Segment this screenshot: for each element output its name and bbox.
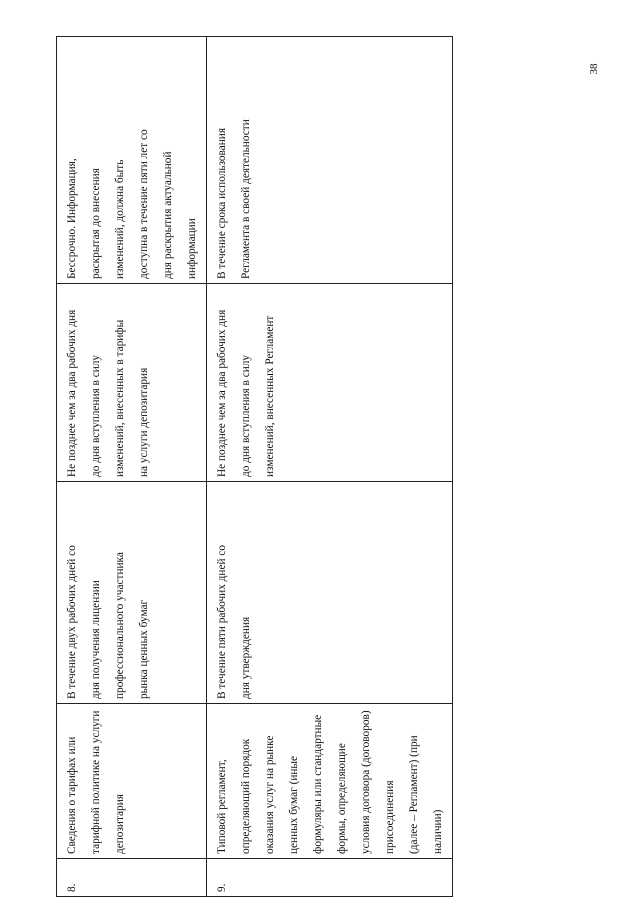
table-row bbox=[207, 37, 453, 897]
rotated-table-frame bbox=[56, 37, 444, 897]
retention-term-cell: Бессрочно. Информация, раскрытая до внесения изменений, должна быть доступна в течение пяти лет со дня раскрытия актуальной информации bbox=[57, 37, 207, 284]
change-deadline-cell: Не позднее чем за два рабочих дня до дня вступления в силу изменений, внесенных Регламент bbox=[207, 284, 453, 482]
page-number: 38 bbox=[588, 63, 600, 75]
change-deadline-cell: Не позднее чем за два рабочих дня до дня вступления в силу изменений, внесенных в тарифы на услуги депозитария bbox=[57, 284, 207, 482]
disclosure-table bbox=[56, 36, 453, 897]
info-name-cell: Сведения о тарифах или тарифной политике на услуги депозитария bbox=[57, 704, 207, 859]
retention-term-cell: В течение срока использования Регламента в своей деятельности bbox=[207, 37, 453, 284]
table-row bbox=[57, 37, 207, 897]
row-number-cell: 9. bbox=[207, 859, 453, 897]
disclosure-deadline-cell: В течение двух рабочих дней со дня получения лицензии профессионального участника рынка ценных бумаг bbox=[57, 482, 207, 704]
info-name-cell: Типовой регламент, определяющий порядок оказания услуг на рынке ценных бумаг (иные формуляры или стандартные формы, определяющие условия договора (договоров) присоединения (далее – Регламент) (при наличии) bbox=[207, 704, 453, 859]
disclosure-deadline-cell: В течение пяти рабочих дней со дня утверждения bbox=[207, 482, 453, 704]
row-number-cell: 8. bbox=[57, 859, 207, 897]
